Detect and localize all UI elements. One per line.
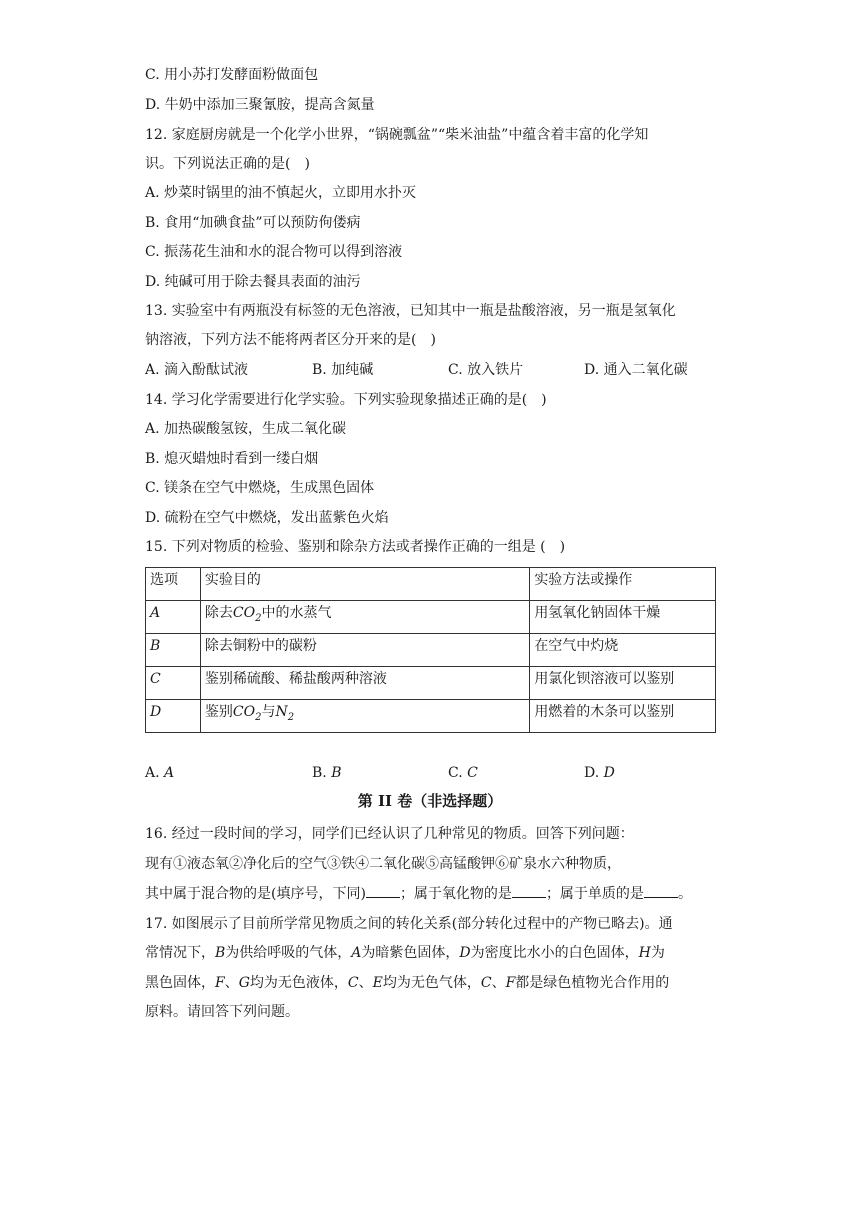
question-13-line2: 钠溶液，下列方法不能将两者区分开来的是( ): [145, 332, 436, 348]
question-16-line1: 16. 经过一段时间的学习，同学们已经认识了几种常见的物质。回答下列问题：: [145, 826, 634, 842]
question-12-line2: 识。下列说法正确的是( ): [145, 156, 310, 172]
option-a-q15: A. A: [145, 765, 175, 781]
table-row: [146, 634, 716, 667]
option-b-q13: B. 加纯碱: [312, 362, 374, 378]
section-title: 第 II 卷（非选择题）: [357, 792, 503, 810]
option-d-q11: D. 牛奶中添加三聚氰胺，提高含氮量: [145, 97, 375, 113]
table-cell-option: B: [146, 634, 201, 667]
answer-blank: [512, 885, 546, 898]
table-cell-method: 用燃着的木条可以鉴别: [530, 700, 716, 733]
question-12-line1: 12. 家庭厨房就是一个化学小世界，“锅碗瓢盆”“柴米油盐”中蕴含着丰富的化学知: [145, 127, 649, 143]
table-cell-goal: 除去铜粉中的碳粉: [200, 634, 529, 667]
table-row: [146, 667, 716, 700]
option-d-q13: D. 通入二氧化碳: [584, 362, 688, 378]
question-17-line2: 常情况下，B为供给呼吸的气体，A为暗紫色固体，D为密度比水小的白色固体，H为: [145, 945, 665, 961]
table-cell-option: C: [146, 667, 201, 700]
answer-blank: [366, 885, 400, 898]
option-b-q12: B. 食用“加碘食盐”可以预防佝偻病: [145, 215, 361, 231]
question-17-line3: 黑色固体，F、G均为无色液体，C、E均为无色气体，C、F都是绿色植物光合作用的: [145, 975, 670, 991]
option-b-q14: B. 熄灭蜡烛时看到一缕白烟: [145, 451, 319, 467]
table-cell-goal: 鉴别$CO_2$与$N_2$: [200, 700, 529, 733]
option-d-q15: D. D: [584, 765, 615, 781]
table-cell-goal: 鉴别稀硫酸、稀盐酸两种溶液: [200, 667, 529, 700]
question-15: 15. 下列对物质的检验、鉴别和除杂方法或者操作正确的一组是 ( ): [145, 539, 566, 555]
question-15-table: [145, 567, 716, 733]
question-17-line1: 17. 如图展示了目前所学常见物质之间的转化关系(部分转化过程中的产物已略去)。通: [145, 916, 673, 932]
question-14: 14. 学习化学需要进行化学实验。下列实验现象描述正确的是( ): [145, 392, 547, 408]
option-c-q14: C. 镁条在空气中燃烧，生成黑色固体: [145, 480, 375, 496]
answer-blank: [644, 885, 678, 898]
option-c-q12: C. 振荡花生油和水的混合物可以得到溶液: [145, 244, 403, 260]
table-cell-option: A: [146, 601, 201, 634]
option-a-q13: A. 滴入酚酞试液: [145, 362, 249, 378]
question-17-line4: 原料。请回答下列问题。: [145, 1004, 299, 1020]
table-cell-method: 用氢氧化钠固体干燥: [530, 601, 716, 634]
option-d-q12: D. 纯碱可用于除去餐具表面的油污: [145, 274, 361, 290]
table-cell-method: 在空气中灼烧: [530, 634, 716, 667]
option-c-q11: C. 用小苏打发酵面粉做面包: [145, 67, 319, 83]
table-header-cell: 选项: [146, 568, 201, 601]
question-16-line2: 现有①液态氧②净化后的空气③铁④二氧化碳⑤高锰酸钾⑥矿泉水六种物质，: [145, 856, 621, 872]
table-cell-goal: 除去$CO_2$中的水蒸气: [200, 601, 529, 634]
table-header-row: [146, 568, 716, 601]
option-c-q15: C. C: [448, 765, 478, 781]
table-header-cell: 实验方法或操作: [530, 568, 716, 601]
table-header-cell: 实验目的: [200, 568, 529, 601]
option-a-q12: A. 炒菜时锅里的油不慎起火，立即用水扑灭: [145, 185, 417, 201]
option-b-q15: B. B: [312, 765, 342, 781]
option-d-q14: D. 硫粉在空气中燃烧，发出蓝紫色火焰: [145, 510, 389, 526]
table-cell-option: D: [146, 700, 201, 733]
table-row: [146, 700, 716, 733]
question-16-line3: 其中属于混合物的是(填序号，下同) ；属于氧化物的是 ；属于单质的是 。: [145, 886, 692, 902]
question-13-line1: 13. 实验室中有两瓶没有标签的无色溶液，已知其中一瓶是盐酸溶液，另一瓶是氢氧化: [145, 303, 676, 319]
option-c-q13: C. 放入铁片: [448, 362, 524, 378]
table-row: [146, 601, 716, 634]
table-cell-method: 用氯化钡溶液可以鉴别: [530, 667, 716, 700]
option-a-q14: A. 加热碳酸氢铵，生成二氧化碳: [145, 421, 347, 437]
